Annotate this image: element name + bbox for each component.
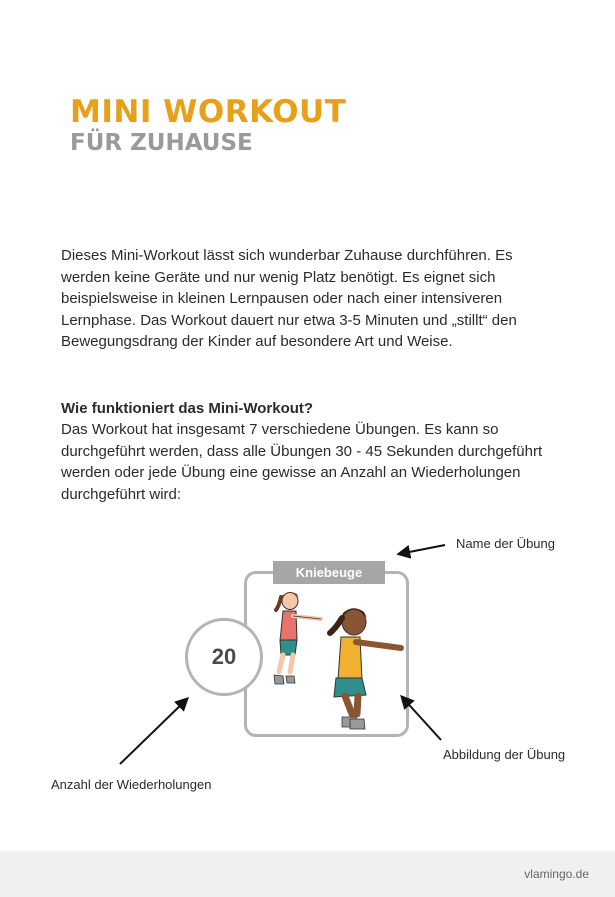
arrow-reps xyxy=(120,699,187,764)
exercise-name-label: Kniebeuge xyxy=(273,561,385,584)
footer-brand: vlamingo.de xyxy=(524,867,589,881)
intro-paragraph: Dieses Mini-Workout lässt sich wunderbar Zuhause durchführen. Es werden keine Geräte und nur wenig Platz benötigt. Es eignet sich beispielsweise in kleinen Lernpausen oder nach einer intensiveren Lernphase. Das Workout dauert nur etwa 3-5 Minuten und „stillt“ den Bewegungsdrang der Kinder auf besondere Art und Weise. xyxy=(61,247,517,350)
page-title: MINI WORKOUT xyxy=(70,94,347,130)
page-subtitle: FÜR ZUHAUSE xyxy=(70,130,253,156)
annotation-name: Name der Übung xyxy=(456,536,555,551)
repetitions-circle: 20 xyxy=(185,618,263,696)
section-heading: Wie funktioniert das Mini-Workout? xyxy=(61,400,314,417)
annotation-image: Abbildung der Übung xyxy=(443,747,566,762)
annotation-reps: Anzahl der Wiederholungen xyxy=(51,777,212,792)
footer-bar xyxy=(0,851,615,897)
arrow-name xyxy=(399,545,445,554)
arrow-image xyxy=(402,697,441,740)
section-paragraph: Das Workout hat insgesamt 7 verschiedene Übungen. Es kann so durchgeführt werden, dass alle Übungen 30 - 45 Sekunden durchgeführt werden oder jede Übung eine gewisse an Anzahl an Wiederholungen durchgeführt wird: xyxy=(61,421,543,503)
